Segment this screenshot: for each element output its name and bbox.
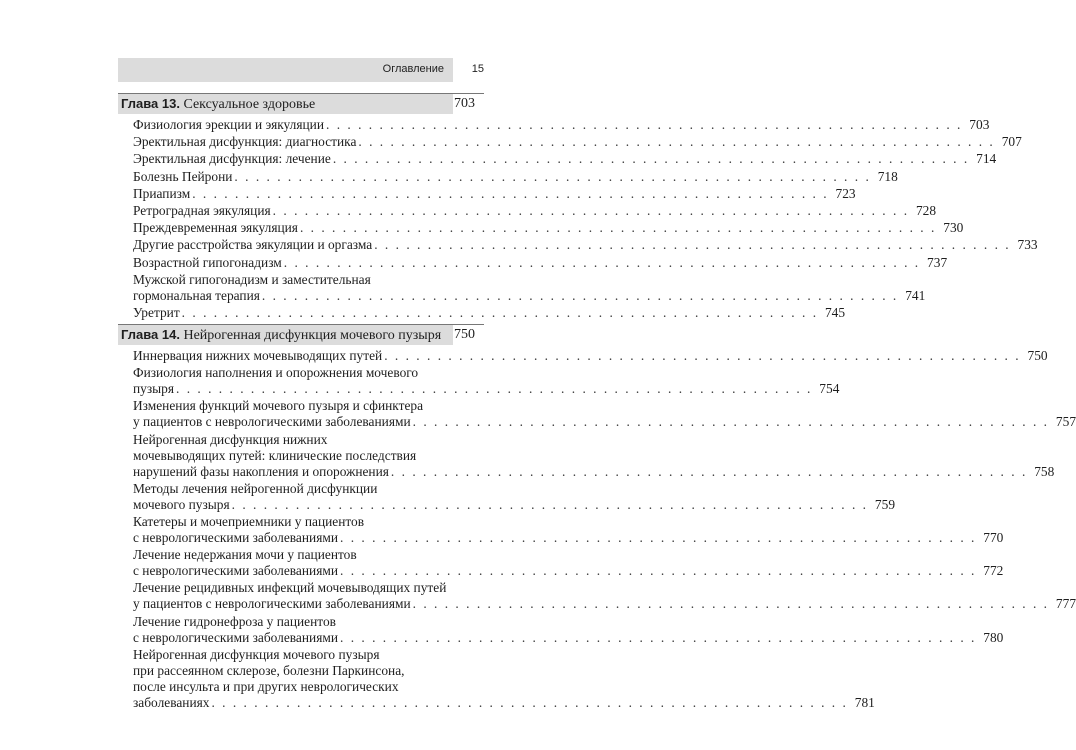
toc-entry[interactable] bbox=[133, 304, 846, 321]
toc-entry-line: Нейрогенная дисфункция мочевого пузыря bbox=[133, 646, 380, 662]
toc-entry-row bbox=[133, 629, 1004, 646]
dot-leader: . . . . . . . . . . . . . . . . . . . . . . . . . . . . . . . . . . . . . . . . . . . . . . . . . . . . . . . . . . . . bbox=[231, 496, 869, 512]
dot-leader: . . . . . . . . . . . . . . . . . . . . . . . . . . . . . . . . . . . . . . . . . . . . . . . . . . . . . . . . . . . . bbox=[181, 304, 819, 320]
dot-leader: . . . . . . . . . . . . . . . . . . . . . . . . . . . . . . . . . . . . . . . . . . . . . . . . . . . . . . . . . . . . bbox=[272, 202, 910, 218]
toc-entry-row bbox=[133, 463, 1055, 480]
toc-entry-page: 759 bbox=[874, 496, 896, 512]
dot-leader: . . . . . . . . . . . . . . . . . . . . . . . . . . . . . . . . . . . . . . . . . . . . . . . . . . . . . . . . . . . . bbox=[374, 237, 1011, 253]
toc-entry-line: Лечение недержания мочи у пациентов bbox=[133, 547, 357, 563]
toc-entry-title: Физиология эрекции и эякуляции bbox=[133, 117, 325, 132]
toc-entry-row bbox=[133, 348, 1048, 364]
toc-entry-row bbox=[133, 596, 1076, 612]
chapter-heading[interactable] bbox=[118, 93, 484, 114]
toc-entry[interactable] bbox=[133, 398, 1076, 430]
toc-entry-title: Другие расстройства эякуляции и оргазма bbox=[133, 237, 373, 253]
toc-entry[interactable] bbox=[133, 513, 1004, 546]
toc-entry-title: нарушений фазы накопления и опорожнения bbox=[133, 463, 389, 479]
toc-entry-title: Эректильная дисфункция: диагностика bbox=[133, 134, 357, 150]
toc-list bbox=[133, 348, 1076, 712]
toc-entry-row bbox=[133, 151, 997, 167]
toc-entry[interactable] bbox=[133, 480, 896, 513]
toc-entry-row bbox=[133, 496, 896, 513]
toc-entry-page: 728 bbox=[915, 202, 937, 218]
toc-entry-row bbox=[133, 254, 948, 271]
dot-leader: . . . . . . . . . . . . . . . . . . . . . . . . . . . . . . . . . . . . . . . . . . . . . . . . . . . . . . . . . . . . bbox=[176, 381, 813, 397]
toc-entry[interactable] bbox=[133, 547, 1004, 579]
toc-entry-line: Лечение рецидивных инфекций мочевыводящих путей bbox=[133, 580, 447, 596]
toc-entry-line: Мужской гипогонадизм и заместительная bbox=[133, 271, 371, 287]
toc-entry-line: Лечение гидронефроза у пациентов bbox=[133, 613, 336, 629]
chapter-name: Сексуальное здоровье bbox=[179, 97, 316, 112]
toc-entry[interactable] bbox=[133, 580, 1076, 612]
toc-entry-page: 777 bbox=[1055, 596, 1076, 612]
chapter-page: 703 bbox=[454, 96, 475, 111]
toc-entry[interactable] bbox=[133, 646, 875, 711]
toc-entry-page: 781 bbox=[854, 694, 875, 710]
toc-entry-page: 757 bbox=[1055, 414, 1076, 430]
toc-entry-row bbox=[133, 304, 846, 321]
toc-entry[interactable] bbox=[133, 365, 840, 397]
chapter-name: Нейрогенная дисфункция мочевого пузыря bbox=[179, 328, 442, 343]
chapter-number: Глава 13. bbox=[121, 96, 180, 111]
toc-entry-title: Уретрит bbox=[133, 304, 180, 320]
toc-entry-row bbox=[133, 563, 1004, 579]
toc-entry-title: Эректильная дисфункция: лечение bbox=[133, 151, 331, 167]
toc-entry-page: 730 bbox=[943, 220, 964, 236]
dot-leader: . . . . . . . . . . . . . . . . . . . . . . . . . . . . . . . . . . . . . . . . . . . . . . . . . . . . . . . . . . . . bbox=[326, 117, 963, 132]
toc-entry-page: 758 bbox=[1034, 463, 1055, 479]
toc-entry-page: 737 bbox=[927, 254, 948, 270]
chapter-title bbox=[121, 327, 441, 344]
toc-entry-line: после инсульта и при других неврологических bbox=[133, 678, 399, 694]
dot-leader: . . . . . . . . . . . . . . . . . . . . . . . . . . . . . . . . . . . . . . . . . . . . . . . . . . . . . . . . . . . . bbox=[332, 151, 970, 167]
toc-entry-page: 772 bbox=[983, 563, 1004, 579]
toc-entry-title: гормональная терапия bbox=[133, 287, 260, 303]
dot-leader: . . . . . . . . . . . . . . . . . . . . . . . . . . . . . . . . . . . . . . . . . . . . . . . . . . . . . . . . . . . . bbox=[340, 529, 977, 545]
toc-entry-page: 703 bbox=[969, 117, 990, 132]
toc-entry-page: 707 bbox=[1001, 134, 1022, 150]
toc-entry[interactable] bbox=[133, 613, 1004, 646]
toc-entry[interactable] bbox=[133, 220, 964, 236]
toc-entry-row bbox=[133, 117, 990, 133]
toc-entry-title: Болезнь Пейрони bbox=[133, 168, 233, 184]
toc-entry-line: при рассеянном склерозе, болезни Паркинсона, bbox=[133, 662, 405, 678]
toc-entry-page: 723 bbox=[835, 185, 856, 201]
dot-leader: . . . . . . . . . . . . . . . . . . . . . . . . . . . . . . . . . . . . . . . . . . . . . . . . . . . . . . . . . . . . bbox=[261, 287, 899, 303]
toc-entry[interactable] bbox=[133, 271, 926, 304]
toc-list bbox=[133, 117, 1038, 322]
toc-entry-page: 733 bbox=[1017, 237, 1038, 253]
toc-entry-row bbox=[133, 237, 1038, 253]
toc-entry-title: Приапизм bbox=[133, 185, 191, 201]
toc-entry-row bbox=[133, 287, 926, 304]
running-header bbox=[118, 58, 484, 82]
toc-entry-row bbox=[133, 202, 937, 219]
toc-entry-page: 714 bbox=[976, 151, 997, 167]
toc-entry[interactable] bbox=[133, 134, 1022, 150]
toc-entry-line: мочевыводящих путей: клинические последствия bbox=[133, 447, 417, 463]
toc-entry-page: 718 bbox=[877, 168, 898, 184]
chapter-number: Глава 14. bbox=[121, 327, 180, 342]
toc-entry-title: заболеваниях bbox=[133, 694, 210, 710]
toc-entry-line: Нейрогенная дисфункция нижних bbox=[133, 431, 328, 447]
toc-entry-title: с неврологическими заболеваниями bbox=[133, 629, 338, 645]
toc-entry-title: Иннервация нижних мочевыводящих путей bbox=[133, 348, 383, 363]
toc-entry-title: с неврологическими заболеваниями bbox=[133, 563, 338, 579]
toc-entry[interactable] bbox=[133, 151, 997, 167]
toc-entry[interactable] bbox=[133, 117, 990, 133]
dot-leader: . . . . . . . . . . . . . . . . . . . . . . . . . . . . . . . . . . . . . . . . . . . . . . . . . . . . . . . . . . . . bbox=[192, 185, 829, 201]
toc-entry-line: Катетеры и мочеприемники у пациентов bbox=[133, 513, 365, 529]
toc-entry-row bbox=[133, 134, 1022, 150]
dot-leader: . . . . . . . . . . . . . . . . . . . . . . . . . . . . . . . . . . . . . . . . . . . . . . . . . . . . . . . . . . . . bbox=[412, 596, 1050, 612]
dot-leader: . . . . . . . . . . . . . . . . . . . . . . . . . . . . . . . . . . . . . . . . . . . . . . . . . . . . . . . . . . . . bbox=[211, 694, 848, 710]
toc-entry-row bbox=[133, 168, 898, 185]
toc-entry-row bbox=[133, 381, 840, 397]
toc-entry-title: у пациентов с неврологическими заболеваниями bbox=[133, 596, 411, 612]
toc-entry-title: у пациентов с неврологическими заболеваниями bbox=[133, 414, 411, 430]
dot-leader: . . . . . . . . . . . . . . . . . . . . . . . . . . . . . . . . . . . . . . . . . . . . . . . . . . . . . . . . . . . . bbox=[390, 463, 1028, 479]
toc-entry-page: 754 bbox=[819, 381, 840, 397]
toc-entry-line: Изменения функций мочевого пузыря и сфинктера bbox=[133, 398, 424, 414]
toc-entry-title: пузыря bbox=[133, 381, 175, 397]
toc-entry[interactable] bbox=[133, 348, 1048, 364]
toc-entry-page: 741 bbox=[905, 287, 926, 303]
toc-entry-line: Физиология наполнения и опорожнения мочевого bbox=[133, 365, 419, 381]
header-label: Оглавление bbox=[382, 63, 444, 75]
dot-leader: . . . . . . . . . . . . . . . . . . . . . . . . . . . . . . . . . . . . . . . . . . . . . . . . . . . . . . . . . . . . bbox=[234, 168, 871, 184]
toc-entry[interactable] bbox=[133, 202, 937, 219]
toc-entry[interactable] bbox=[133, 168, 898, 185]
toc-entry-row bbox=[133, 185, 856, 202]
toc-entry[interactable] bbox=[133, 185, 856, 202]
toc-entry-page: 745 bbox=[824, 304, 846, 320]
dot-leader: . . . . . . . . . . . . . . . . . . . . . . . . . . . . . . . . . . . . . . . . . . . . . . . . . . . . . . . . . . . . bbox=[340, 629, 977, 645]
toc-entry-title: мочевого пузыря bbox=[133, 496, 230, 512]
toc-entry-title: Ретроградная эякуляция bbox=[133, 202, 271, 218]
toc-entry[interactable] bbox=[133, 237, 1038, 253]
chapter-heading[interactable] bbox=[118, 324, 484, 345]
dot-leader: . . . . . . . . . . . . . . . . . . . . . . . . . . . . . . . . . . . . . . . . . . . . . . . . . . . . . . . . . . . . bbox=[299, 220, 937, 236]
toc-entry-row bbox=[133, 529, 1004, 546]
dot-leader: . . . . . . . . . . . . . . . . . . . . . . . . . . . . . . . . . . . . . . . . . . . . . . . . . . . . . . . . . . . . bbox=[283, 254, 921, 270]
toc-entry-page: 770 bbox=[983, 529, 1004, 545]
toc-entry[interactable] bbox=[133, 254, 948, 271]
dot-leader: . . . . . . . . . . . . . . . . . . . . . . . . . . . . . . . . . . . . . . . . . . . . . . . . . . . . . . . . . . . . bbox=[358, 134, 995, 150]
toc-entry[interactable] bbox=[133, 431, 1055, 480]
header-page-number: 15 bbox=[471, 63, 484, 75]
toc-entry-line: Методы лечения нейрогенной дисфункции bbox=[133, 480, 378, 496]
toc-entry-page: 750 bbox=[1027, 348, 1048, 363]
chapter-page: 750 bbox=[454, 327, 475, 342]
dot-leader: . . . . . . . . . . . . . . . . . . . . . . . . . . . . . . . . . . . . . . . . . . . . . . . . . . . . . . . . . . . . bbox=[384, 348, 1021, 363]
chapter-title bbox=[121, 96, 315, 113]
dot-leader: . . . . . . . . . . . . . . . . . . . . . . . . . . . . . . . . . . . . . . . . . . . . . . . . . . . . . . . . . . . . bbox=[412, 414, 1050, 430]
toc-entry-row bbox=[133, 220, 964, 236]
dot-leader: . . . . . . . . . . . . . . . . . . . . . . . . . . . . . . . . . . . . . . . . . . . . . . . . . . . . . . . . . . . . bbox=[340, 563, 977, 579]
toc-entry-row bbox=[133, 694, 875, 711]
toc-entry-title: Преждевременная эякуляция bbox=[133, 220, 298, 236]
toc-entry-page: 780 bbox=[983, 629, 1004, 645]
toc-entry-title: Возрастной гипогонадизм bbox=[133, 254, 282, 270]
toc-entry-row bbox=[133, 414, 1076, 430]
toc-entry-title: с неврологическими заболеваниями bbox=[133, 529, 338, 545]
